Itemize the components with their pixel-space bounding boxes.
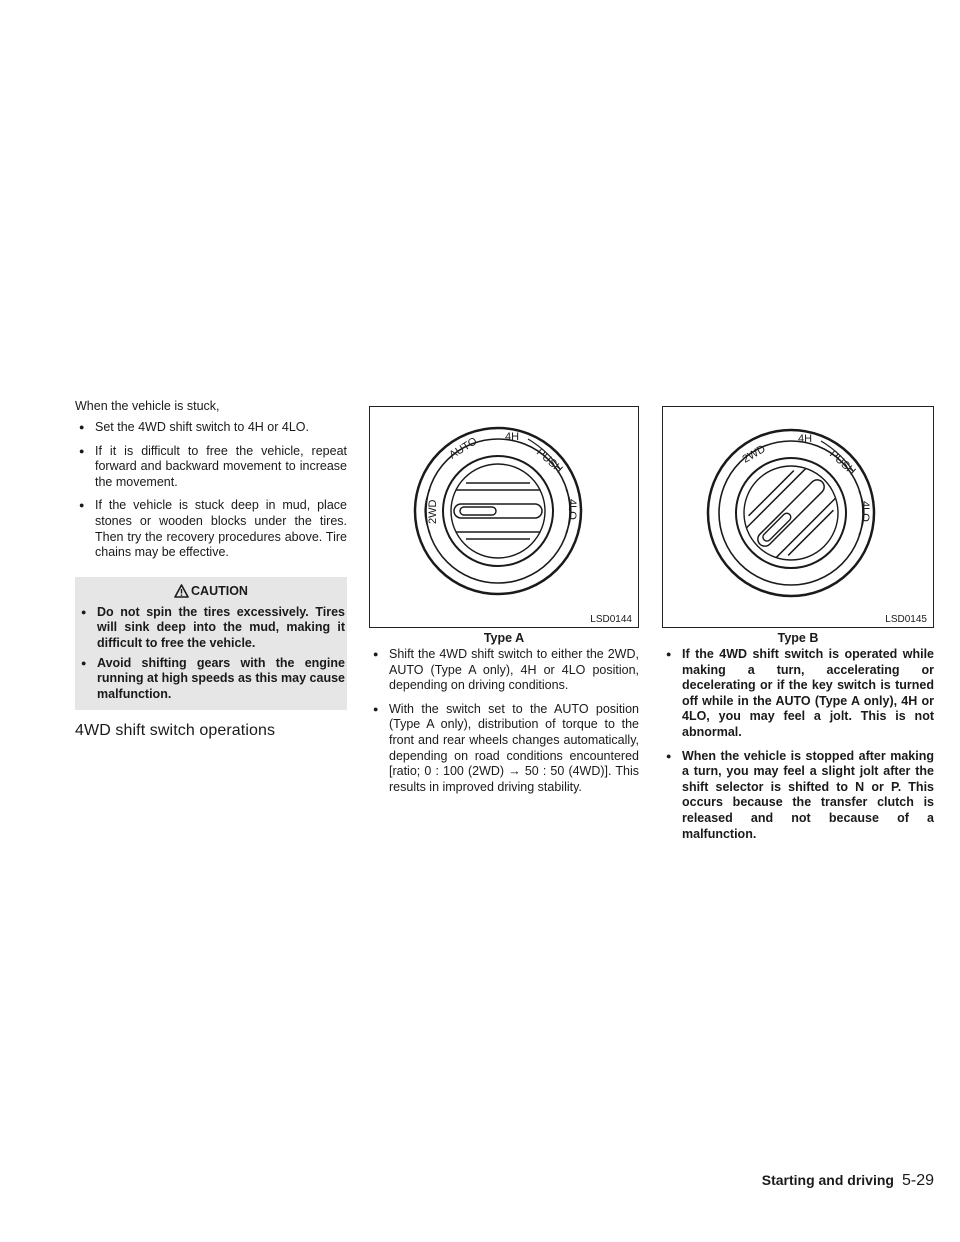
footer-section: Starting and driving (761, 1172, 894, 1188)
label-2wd: 2WD (427, 499, 439, 524)
label-4lo: 4LO (566, 499, 578, 520)
label-2wd: 2WD (740, 442, 768, 466)
page-number: 5-29 (901, 1172, 934, 1189)
label-auto: AUTO (447, 435, 480, 462)
right-column (662, 406, 934, 842)
left-column (75, 398, 347, 740)
list-item: ● Do not spin the tires excessively. Tires will sink deep into the mud, making it difficult to free the vehicle. (77, 605, 345, 652)
figure-caption: Type B (777, 631, 819, 645)
label-4lo: 4LO (859, 501, 871, 522)
label-push: PUSH (533, 446, 565, 476)
list-item: ● If it is difficult to free the vehicle, repeat forward and backward movement to increase the movement. (75, 444, 347, 491)
page-footer (762, 1172, 934, 1190)
caution-box (75, 577, 347, 711)
figure-id: LSD0145 (885, 614, 927, 625)
stuck-tips-list (75, 420, 347, 561)
figure-type-b (662, 406, 934, 628)
list-item: ● Shift the 4WD shift switch to either the 2WD, AUTO (Type A only), 4H or 4LO position, depending on driving conditions. (369, 647, 639, 694)
warning-icon (174, 584, 189, 598)
warning-list (662, 647, 934, 842)
switch-diagram-type-b (663, 407, 933, 627)
figure-type-a (369, 406, 639, 628)
caution-list (77, 605, 345, 703)
caution-title: CAUTION (191, 583, 248, 598)
list-item: ● If the 4WD shift switch is operated while making a turn, accelerating or decelerating or if the key switch is turned off while in the AUTO (Type A only), 4H or 4LO, you may feel a jolt. This is not abnormal. (662, 647, 934, 741)
middle-column (369, 406, 639, 795)
list-item: ● When the vehicle is stopped after making a turn, you may feel a slight jolt after the shift selector is shifted to N or P. This occurs because the transfer clutch is released and not because of a malfunction. (662, 749, 934, 843)
label-4h: 4H (505, 431, 520, 443)
label-4h: 4H (798, 433, 813, 445)
figure-id: LSD0144 (590, 614, 632, 625)
list-item: ● Avoid shifting gears with the engine running at high speeds as this may cause malfunction. (77, 656, 345, 703)
section-title: 4WD shift switch operations (75, 722, 276, 740)
label-push: PUSH (826, 448, 858, 478)
list-item: ● Set the 4WD shift switch to 4H or 4LO. (75, 420, 347, 436)
figure-caption: Type A (483, 631, 525, 645)
stuck-intro: When the vehicle is stuck, (75, 399, 220, 413)
switch-diagram-type-a (370, 407, 638, 627)
list-item: ● If the vehicle is stuck deep in mud, place stones or wooden blocks under the tires. Then try the recovery procedures above. Tire chains may be effective. (75, 498, 347, 560)
caution-heading (77, 583, 345, 599)
list-item: ● With the switch set to the AUTO position (Type A only), distribution of torque to the front and rear wheels changes automatically, depending on road conditions encountered [ratio; 0 : 100 (2WD) → 50 : 50 (4WD)]. This results in improved driving stability. (369, 702, 639, 796)
operation-list (369, 647, 639, 795)
